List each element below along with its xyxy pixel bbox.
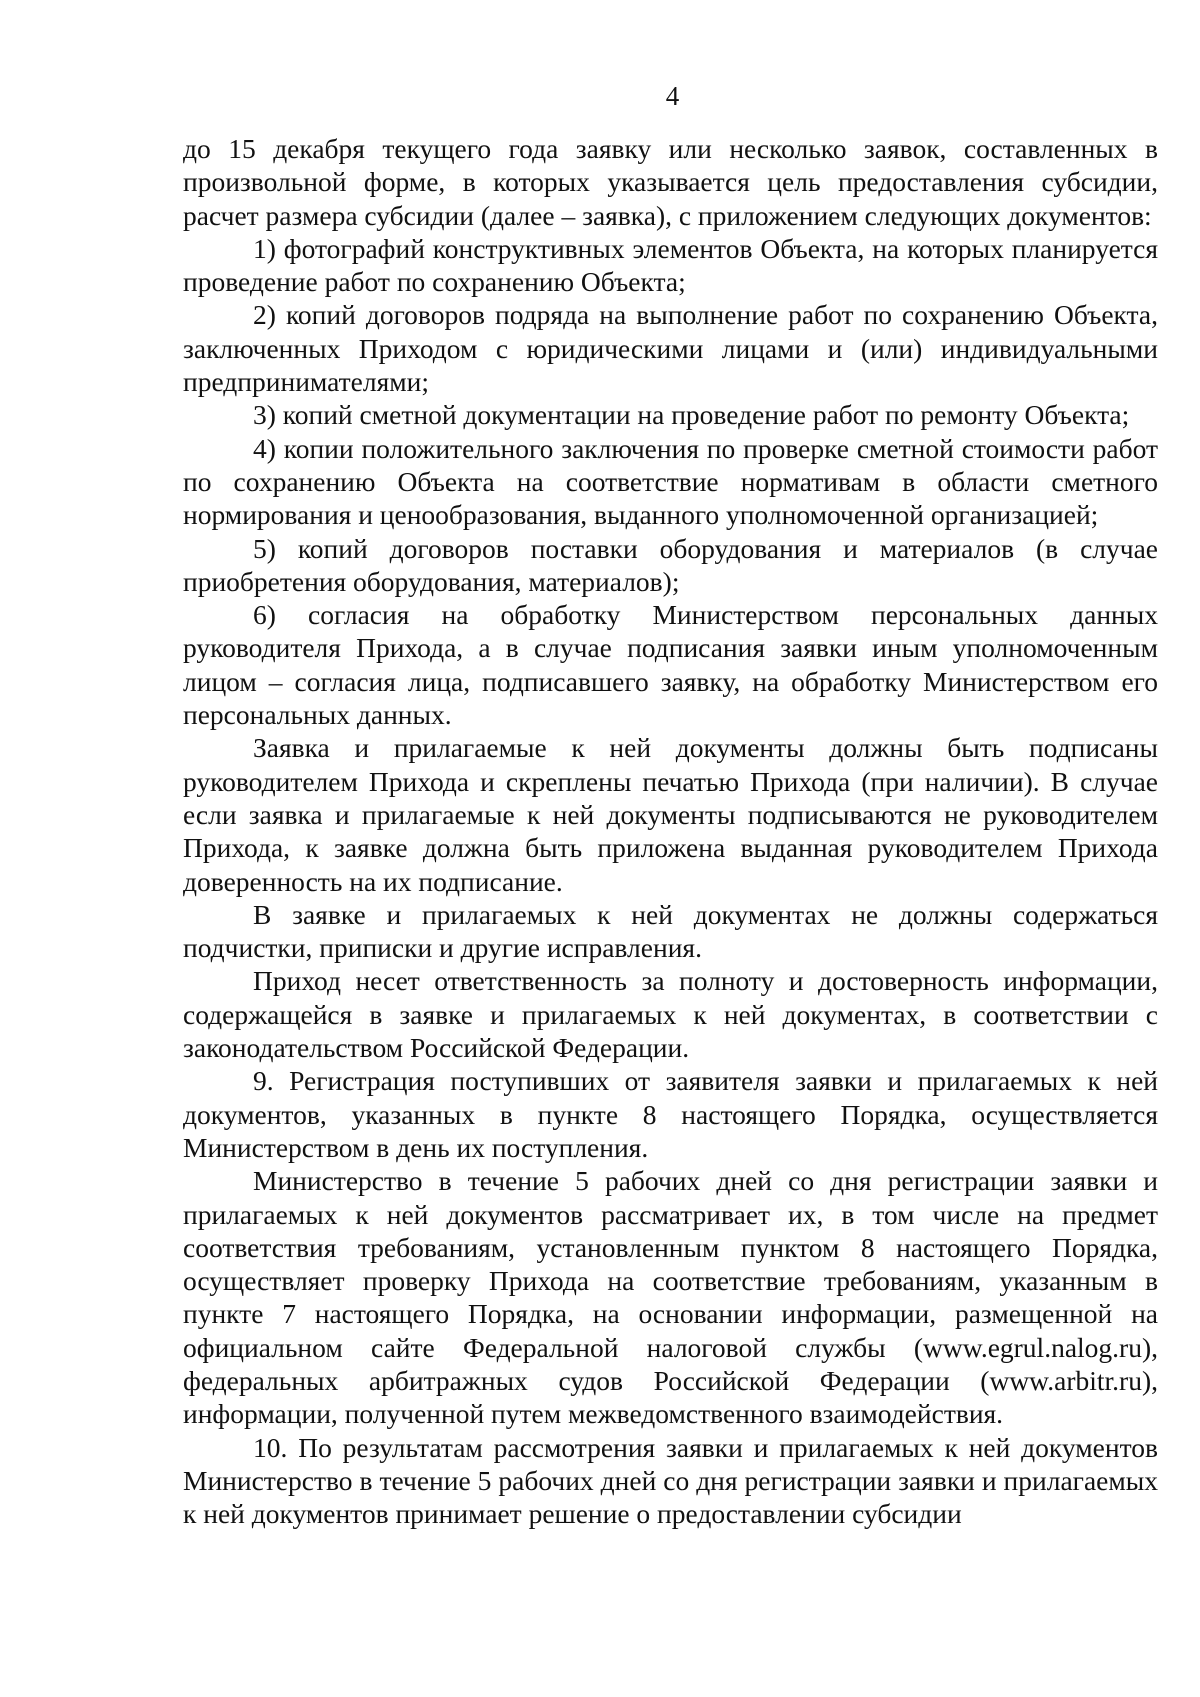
document-body <box>183 132 1158 1530</box>
list-item-1-photographs: 1) фотографий конструктивных элементов Объекта, на которых планируется проведение работ по сохранению Объекта; <box>183 232 1158 298</box>
list-item-5-supply-contracts: 5) копий договоров поставки оборудования и материалов (в случае приобретения оборудования, материалов); <box>183 532 1158 597</box>
clause-9-registration: 9. Регистрация поступивших от заявителя заявки и прилагаемых к ней документов, указанных в пункте 8 настоящего Порядка, осуществляется Министерством в день их поступления. <box>183 1065 1158 1163</box>
list-item-3-estimate-docs: 3) копий сметной документации на проведение работ по ремонту Объекта; <box>253 399 1130 431</box>
paragraph-signing: Заявка и прилагаемые к ней документы должны быть подписаны руководителем Прихода и скреплены печатью Прихода (при наличии). В случае если заявка и прилагаемые к ней документы подписываются не руководителем Прихода, к заявке должна быть приложена выданная руководителем Прихода доверенность на их подписание. <box>183 732 1158 897</box>
paragraph-intro-continuation: до 15 декабря текущего года заявку или несколько заявок, составленных в произвольной форме, в которых указывается цель предоставления субсидии, расчет размера субсидии (далее – заявка), с приложением следующих документов: <box>183 133 1158 231</box>
list-item-2-contracts: 2) копий договоров подряда на выполнение работ по сохранению Объекта, заключенных Приходом с юридическими лицами и (или) индивидуальными предпринимателями; <box>183 299 1158 398</box>
list-item-6-consent: 6) согласия на обработку Министерством персональных данных руководителя Прихода, а в случае подписания заявки иным уполномоченным лицом – согласия лица, подписавшего заявку, на обработку Министерством его персональных данных. <box>183 599 1158 731</box>
paragraph-responsibility: Приход несет ответственность за полноту и достоверность информации, содержащейся в заявке и прилагаемых к ней документах, в соответствии с законодательством Российской Федерации. <box>183 965 1158 1064</box>
page-number: 4 <box>665 81 680 111</box>
paragraph-no-corrections: В заявке и прилагаемых к ней документах не должны содержаться подчистки, приписки и другие исправления. <box>183 898 1158 964</box>
list-item-4-estimate-conclusion: 4) копии положительного заключения по проверке сметной стоимости работ по сохранению Объекта на соответствие нормативам в области сметного нормирования и ценообразования, выданного уполномоченной организацией; <box>183 432 1158 531</box>
paragraph-ministry-review: Министерство в течение 5 рабочих дней со дня регистрации заявки и прилагаемых к ней документов рассматривает их, в том числе на предмет соответствия требованиям, установленным пунктом 8 настоящего Порядка, осуществляет проверку Прихода на соответствие требованиям, указанным в пункте 7 настоящего Порядка, на основании информации, размещенной на официальном сайте Федеральной налоговой службы (www.egrul.nalog.ru), федеральных арбитражных судов Российской Федерации (www.arbitr.ru), информации, полученной путем межведомственного взаимодействия. <box>183 1165 1158 1430</box>
clause-10-decision: 10. По результатам рассмотрения заявки и прилагаемых к ней документов Министерство в течение 5 рабочих дней со дня регистрации заявки и прилагаемых к ней документов принимает решение о предоставлении субсидии <box>183 1431 1158 1530</box>
